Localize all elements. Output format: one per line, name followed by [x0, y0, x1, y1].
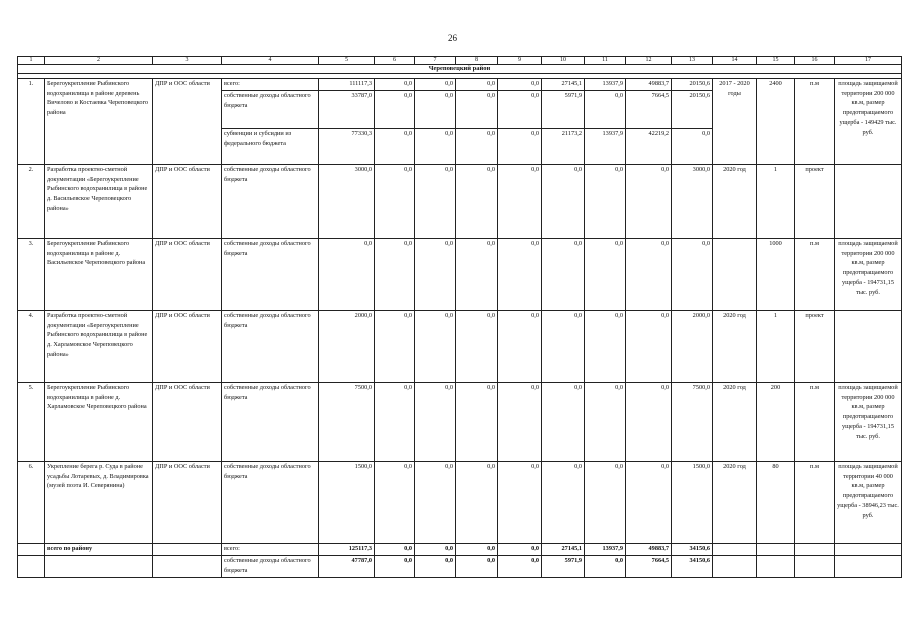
- amount-cell: 2000,0: [672, 311, 713, 383]
- row-number: [18, 556, 45, 578]
- quantity: 1: [757, 165, 795, 239]
- empty-cell: [713, 544, 757, 556]
- amount-cell: 0,0: [585, 239, 626, 311]
- amount-cell: 0,0: [498, 556, 542, 578]
- header-cell: 12: [626, 57, 672, 65]
- program-table: [17, 56, 902, 578]
- amount-cell: 125117,3: [319, 544, 375, 556]
- header-cell: 1: [18, 57, 45, 65]
- amount-cell: 0,0: [498, 91, 542, 129]
- amount-cell: 1500,0: [319, 462, 375, 544]
- amount-cell: 0,0: [319, 239, 375, 311]
- funding-source: собственные доходы областного бюджета: [222, 462, 319, 544]
- amount-cell: 0,0: [456, 462, 498, 544]
- amount-cell: 0,0: [456, 311, 498, 383]
- funding-source: собственные доходы областного бюджета: [222, 239, 319, 311]
- period: 2020 год: [713, 165, 757, 239]
- table-row: [18, 165, 902, 239]
- header-cell: 3: [153, 57, 222, 65]
- amount-cell: 0,0: [375, 462, 415, 544]
- amount-cell: 27145,1: [542, 544, 585, 556]
- total-row: [18, 544, 902, 556]
- measure-name: Берегоукрепление Рыбинского водохранилища в районе д. Харламовское Череповецкого района: [45, 383, 153, 462]
- amount-cell: 0,0: [415, 383, 456, 462]
- amount-cell: 0,0: [375, 239, 415, 311]
- table-row: [18, 383, 902, 462]
- amount-cell: 0,0: [456, 544, 498, 556]
- amount-cell: 34150,6: [672, 544, 713, 556]
- amount-cell: 49883,7: [626, 544, 672, 556]
- amount-cell: 0,0: [456, 165, 498, 239]
- amount-cell: 0,0: [498, 79, 542, 91]
- executor: ДПР и ООС области: [153, 462, 222, 544]
- amount-cell: 0,0: [585, 165, 626, 239]
- amount-cell: 7500,0: [672, 383, 713, 462]
- region-title: Череповецкий район: [18, 65, 902, 74]
- unit: п.м: [795, 239, 835, 311]
- executor: ДПР и ООС области: [153, 239, 222, 311]
- measure-name: Берегоукрепление Рыбинского водохранилища в районе д. Васильевское Череповецкого района: [45, 239, 153, 311]
- amount-cell: 0,0: [498, 311, 542, 383]
- amount-cell: 0,0: [415, 311, 456, 383]
- amount-cell: 5971,9: [542, 91, 585, 129]
- amount-cell: 0,0: [542, 462, 585, 544]
- amount-cell: 0,0: [415, 91, 456, 129]
- amount-cell: 27145,1: [542, 79, 585, 91]
- empty-cell: [835, 556, 902, 578]
- amount-cell: 0,0: [375, 91, 415, 129]
- empty-cell: [757, 556, 795, 578]
- executor: ДПР и ООС области: [153, 165, 222, 239]
- period: 2020 год: [713, 383, 757, 462]
- amount-cell: 13937,9: [585, 544, 626, 556]
- amount-cell: 0,0: [415, 556, 456, 578]
- amount-cell: 0,0: [672, 129, 713, 165]
- unit: п.м: [795, 462, 835, 544]
- row-number: [18, 544, 45, 556]
- amount-cell: 20150,6: [672, 79, 713, 91]
- amount-cell: 0,0: [542, 383, 585, 462]
- amount-cell: 0,0: [415, 79, 456, 91]
- unit: п.м: [795, 383, 835, 462]
- amount-cell: 0,0: [375, 544, 415, 556]
- amount-cell: 0,0: [498, 462, 542, 544]
- effect: [835, 165, 902, 239]
- amount-cell: 2000,0: [319, 311, 375, 383]
- table-row: [18, 239, 902, 311]
- period: 2020 год: [713, 462, 757, 544]
- measure-name: Разработка проектно-сметной документации «Берегоукрепление Рыбинского водохранилища в районе д. Харламовское Череповецкого района»: [45, 311, 153, 383]
- funding-source: собственные доходы областного бюджета: [222, 165, 319, 239]
- quantity: 1: [757, 311, 795, 383]
- amount-cell: 0,0: [542, 165, 585, 239]
- row-number: 2.: [18, 165, 45, 239]
- amount-cell: 0,0: [498, 129, 542, 165]
- funding-source: субвенции и субсидии из федерального бюджета: [222, 129, 319, 165]
- quantity: 1000: [757, 239, 795, 311]
- funding-source: собственные доходы областного бюджета: [222, 556, 319, 578]
- header-cell: 4: [222, 57, 319, 65]
- quantity: 80: [757, 462, 795, 544]
- amount-cell: 0,0: [375, 556, 415, 578]
- empty-cell: [795, 544, 835, 556]
- amount-cell: 0,0: [626, 311, 672, 383]
- total-label: всего по району: [45, 544, 153, 556]
- amount-cell: 0,0: [415, 129, 456, 165]
- amount-cell: 0,0: [672, 239, 713, 311]
- amount-cell: 111117,3: [319, 79, 375, 91]
- empty-cell: [713, 556, 757, 578]
- effect: площадь защищаемой территории 200 000 кв.м, размер предотвращаемого ущерба - 194731,15 тыс. руб.: [835, 239, 902, 311]
- table-row: [18, 79, 902, 91]
- empty-cell: [835, 544, 902, 556]
- measure-name: Укрепление берега р. Суда в районе усадьбы Лотаревых, д. Владимировка (музей поэта И. Северянина): [45, 462, 153, 544]
- header-cell: 16: [795, 57, 835, 65]
- funding-source: собственные доходы областного бюджета: [222, 91, 319, 129]
- amount-cell: 0,0: [585, 556, 626, 578]
- amount-cell: 0,0: [456, 129, 498, 165]
- amount-cell: 0,0: [498, 383, 542, 462]
- funding-source: собственные доходы областного бюджета: [222, 383, 319, 462]
- row-number: 5.: [18, 383, 45, 462]
- effect: [835, 311, 902, 383]
- amount-cell: 13937,9: [585, 129, 626, 165]
- row-number: 4.: [18, 311, 45, 383]
- funding-source: всего:: [222, 79, 319, 91]
- effect: площадь защищаемой территории 200 000 кв.м, размер предотвращаемого ущерба - 194731,15 тыс. руб.: [835, 383, 902, 462]
- amount-cell: 21173,2: [542, 129, 585, 165]
- executor: [153, 544, 222, 556]
- empty-cell: [757, 544, 795, 556]
- amount-cell: 0,0: [375, 311, 415, 383]
- effect: площадь защищаемой территории 200 000 кв.м, размер предотвращаемого ущерба - 149429 тыс. руб.: [835, 79, 902, 165]
- amount-cell: 0,0: [375, 165, 415, 239]
- header-cell: 11: [585, 57, 626, 65]
- amount-cell: 0,0: [585, 311, 626, 383]
- header-cell: 2: [45, 57, 153, 65]
- amount-cell: 0,0: [415, 544, 456, 556]
- amount-cell: 49883,7: [626, 79, 672, 91]
- page-number: 26: [448, 33, 457, 43]
- amount-cell: 47787,0: [319, 556, 375, 578]
- unit: проект: [795, 311, 835, 383]
- header-cell: 14: [713, 57, 757, 65]
- quantity: 2400: [757, 79, 795, 165]
- amount-cell: 0,0: [626, 239, 672, 311]
- amount-cell: 5971,9: [542, 556, 585, 578]
- amount-cell: 0,0: [626, 165, 672, 239]
- amount-cell: 0,0: [498, 544, 542, 556]
- amount-cell: 42219,2: [626, 129, 672, 165]
- amount-cell: 0,0: [585, 91, 626, 129]
- executor: ДПР и ООС области: [153, 311, 222, 383]
- amount-cell: 1500,0: [672, 462, 713, 544]
- header-cell: 15: [757, 57, 795, 65]
- amount-cell: 13937,9: [585, 79, 626, 91]
- table-row: [18, 462, 902, 544]
- row-number: 3.: [18, 239, 45, 311]
- row-number: 1.: [18, 79, 45, 165]
- amount-cell: 3000,0: [319, 165, 375, 239]
- period: 2020 год: [713, 311, 757, 383]
- total-label: [45, 556, 153, 578]
- header-row: [18, 57, 902, 65]
- measure-name: Берегоукрепление Рыбинского водохранилища в районе деревень Вичелово и Костаевка Череповецкого района: [45, 79, 153, 165]
- amount-cell: 0,0: [456, 239, 498, 311]
- header-cell: 13: [672, 57, 713, 65]
- row-number: 6.: [18, 462, 45, 544]
- amount-cell: 7664,5: [626, 91, 672, 129]
- period: 2017 - 2020 годы: [713, 79, 757, 165]
- amount-cell: 7664,5: [626, 556, 672, 578]
- header-cell: 6: [375, 57, 415, 65]
- unit: проект: [795, 165, 835, 239]
- amount-cell: 0,0: [375, 129, 415, 165]
- amount-cell: 0,0: [542, 311, 585, 383]
- header-cell: 17: [835, 57, 902, 65]
- effect: площадь защищаемой территории 40 000 кв.м, размер предотвращаемого ущерба - 38946,23 тыс. руб.: [835, 462, 902, 544]
- measure-name: Разработка проектно-сметной документации «Берегоукрепление Рыбинского водохранилища в районе д. Васильевское Череповецкого района»: [45, 165, 153, 239]
- funding-source: всего:: [222, 544, 319, 556]
- amount-cell: 0,0: [415, 462, 456, 544]
- amount-cell: 0,0: [542, 239, 585, 311]
- amount-cell: 0,0: [585, 383, 626, 462]
- header-cell: 5: [319, 57, 375, 65]
- amount-cell: 0,0: [626, 462, 672, 544]
- funding-source: собственные доходы областного бюджета: [222, 311, 319, 383]
- region-row: [18, 65, 902, 74]
- table-row: [18, 311, 902, 383]
- amount-cell: 0,0: [626, 383, 672, 462]
- amount-cell: 0,0: [456, 91, 498, 129]
- amount-cell: 3000,0: [672, 165, 713, 239]
- quantity: 200: [757, 383, 795, 462]
- amount-cell: 0,0: [375, 383, 415, 462]
- header-cell: 9: [498, 57, 542, 65]
- amount-cell: 7500,0: [319, 383, 375, 462]
- executor: ДПР и ООС области: [153, 79, 222, 165]
- amount-cell: 0,0: [456, 383, 498, 462]
- amount-cell: 0,0: [498, 239, 542, 311]
- amount-cell: 0,0: [585, 462, 626, 544]
- executor: [153, 556, 222, 578]
- header-cell: 10: [542, 57, 585, 65]
- amount-cell: 0,0: [456, 79, 498, 91]
- header-cell: 7: [415, 57, 456, 65]
- amount-cell: 0,0: [415, 165, 456, 239]
- empty-cell: [795, 556, 835, 578]
- amount-cell: 77330,3: [319, 129, 375, 165]
- header-cell: 8: [456, 57, 498, 65]
- amount-cell: 0,0: [498, 165, 542, 239]
- amount-cell: 0,0: [415, 239, 456, 311]
- total-row: [18, 556, 902, 578]
- amount-cell: 33787,0: [319, 91, 375, 129]
- unit: п.м: [795, 79, 835, 165]
- amount-cell: 20150,6: [672, 91, 713, 129]
- amount-cell: 34150,6: [672, 556, 713, 578]
- period: [713, 239, 757, 311]
- amount-cell: 0,0: [456, 556, 498, 578]
- executor: ДПР и ООС области: [153, 383, 222, 462]
- amount-cell: 0,0: [375, 79, 415, 91]
